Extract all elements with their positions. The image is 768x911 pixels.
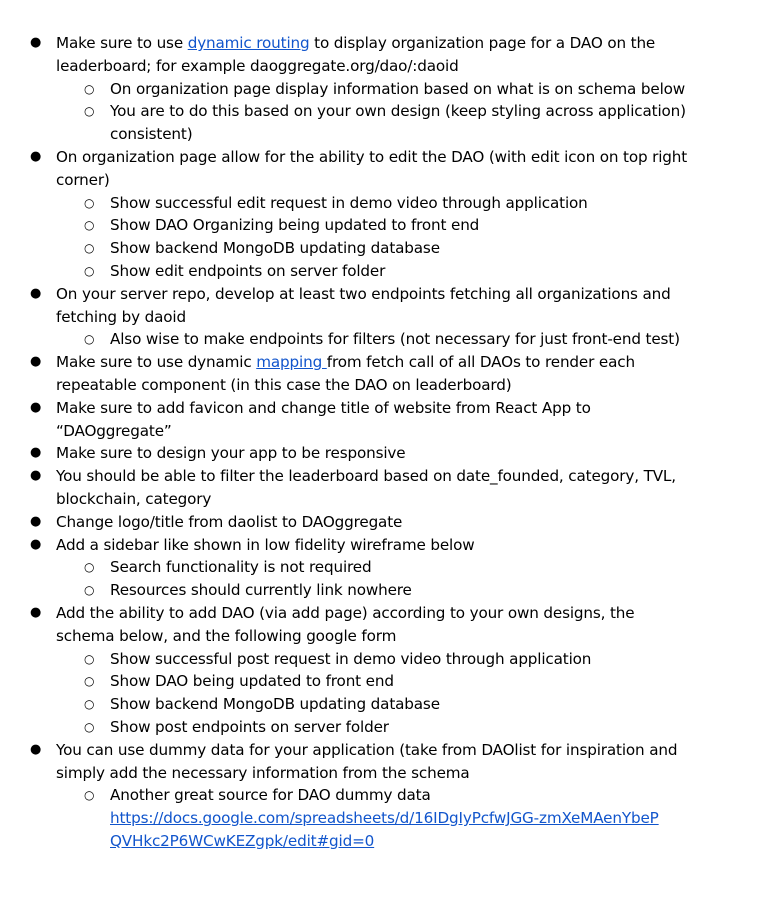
bullet-marker: ● bbox=[30, 604, 42, 620]
bullet-marker: ● bbox=[30, 513, 42, 529]
mapping-link[interactable]: mapping bbox=[256, 353, 327, 372]
bullet-marker: ○ bbox=[84, 81, 95, 96]
dynamic-routing-link[interactable]: dynamic routing bbox=[187, 34, 310, 52]
bullet-marker: ○ bbox=[84, 263, 95, 278]
item-text: You should be able to filter the leaderboard based on date_founded, category, TVL, blockchain, category bbox=[56, 467, 676, 508]
bullet-marker: ● bbox=[30, 536, 42, 552]
bullet-marker: ○ bbox=[84, 674, 95, 689]
bullet-marker: ○ bbox=[84, 583, 95, 598]
sub-list-item bbox=[0, 260, 696, 283]
sub-list-item bbox=[0, 693, 696, 716]
bullet-marker: ○ bbox=[84, 788, 95, 803]
item-text: Show successful post request in demo video through application bbox=[110, 649, 592, 668]
sub-list-item bbox=[0, 328, 696, 351]
item-text: Also wise to make endpoints for filters (not necessary for just front-end test) bbox=[110, 330, 680, 349]
bullet-marker: ○ bbox=[84, 241, 95, 256]
sub-list-item bbox=[0, 648, 696, 671]
item-text: Show successful edit request in demo video through application bbox=[110, 193, 588, 212]
sub-list-item bbox=[0, 214, 696, 237]
spreadsheet-link-line-1: https://docs.google.com/spreadsheets/d/16IDgIyPcfwJGG-zmXeMAenYbeP bbox=[110, 809, 659, 828]
sub-list-item bbox=[0, 784, 696, 852]
item-text: Resources should currently link nowhere bbox=[110, 581, 412, 600]
sub-list-item bbox=[0, 237, 696, 260]
bullet-marker: ● bbox=[30, 354, 42, 370]
list-item bbox=[0, 146, 696, 192]
item-text: Search functionality is not required bbox=[110, 558, 372, 577]
list-item bbox=[0, 283, 696, 329]
bullet-marker: ○ bbox=[84, 332, 95, 347]
sub-list-item bbox=[0, 556, 696, 579]
item-text: Make sure to add favicon and change title of website from React App to “DAOggregate” bbox=[56, 398, 591, 440]
list-item bbox=[0, 534, 696, 557]
item-text: Change logo/title from daolist to DAOggregate bbox=[56, 512, 403, 531]
spreadsheet-link[interactable] bbox=[110, 809, 659, 850]
sub-list-item bbox=[0, 670, 696, 693]
list-item bbox=[0, 511, 696, 534]
bullet-marker: ● bbox=[30, 445, 42, 461]
item-text: Add the ability to add DAO (via add page) according to your own designs, the schema below, and the following google form bbox=[56, 603, 635, 645]
bullet-marker: ○ bbox=[84, 195, 95, 210]
sub-list-item bbox=[0, 78, 696, 101]
item-text: On organization page display information based on what is on schema below bbox=[110, 79, 686, 98]
item-text: On organization page allow for the ability to edit the DAO (with edit icon on top right corner) bbox=[56, 147, 688, 189]
sub-list-item bbox=[0, 100, 696, 146]
sub-list-item bbox=[0, 579, 696, 602]
sub-list-item bbox=[0, 716, 696, 739]
bullet-marker: ○ bbox=[84, 651, 95, 666]
bullet-marker: ● bbox=[30, 468, 42, 484]
item-text: You can use dummy data for your application (take from DAOlist for inspiration and simply add the necessary information from the schema bbox=[56, 740, 678, 782]
item-text: On your server repo, develop at least two endpoints fetching all organizations and fetching by daoid bbox=[56, 284, 671, 326]
item-text: Show edit endpoints on server folder bbox=[110, 261, 386, 280]
list-item bbox=[0, 442, 696, 465]
item-text: Make sure to use dynamic bbox=[56, 353, 257, 372]
sub-list-item bbox=[0, 192, 696, 215]
item-text: to display organization page for a DAO on the leaderboard; for example daoggregate.org/dao/:daoid bbox=[56, 34, 656, 75]
bullet-marker: ○ bbox=[84, 560, 95, 575]
item-text: Show backend MongoDB updating database bbox=[110, 695, 440, 714]
bullet-marker: ● bbox=[30, 35, 42, 50]
item-text: Show DAO being updated to front end bbox=[110, 672, 394, 691]
item-text: from fetch call of all DAOs to render each repeatable component (in this case the DAO on leaderboard) bbox=[56, 353, 635, 394]
list-item bbox=[0, 397, 696, 443]
spreadsheet-link-line-2: QVHkc2P6WCwKEZgpk/edit#gid=0 bbox=[110, 831, 375, 850]
list-item bbox=[0, 739, 696, 785]
bullet-marker: ○ bbox=[84, 697, 95, 712]
bullet-marker: ○ bbox=[84, 218, 95, 233]
item-text: Add a sidebar like shown in low fidelity wireframe below bbox=[56, 535, 475, 554]
item-text: Make sure to use bbox=[56, 34, 188, 52]
item-text: You are to do this based on your own design (keep styling across application) consistent) bbox=[110, 102, 686, 144]
bullet-marker: ○ bbox=[84, 104, 95, 119]
item-text: Another great source for DAO dummy data bbox=[110, 786, 431, 805]
item-text: Show DAO Organizing being updated to front end bbox=[110, 216, 480, 235]
bullet-marker: ● bbox=[30, 741, 42, 757]
bullet-marker: ● bbox=[30, 399, 42, 415]
bullet-marker: ● bbox=[30, 148, 42, 164]
bullet-marker: ● bbox=[30, 285, 42, 301]
list-item bbox=[0, 351, 696, 397]
list-item bbox=[0, 602, 696, 648]
bullet-marker: ○ bbox=[84, 719, 95, 734]
item-text: Show backend MongoDB updating database bbox=[110, 239, 440, 258]
list-item bbox=[0, 465, 696, 511]
item-text: Make sure to design your app to be responsive bbox=[56, 444, 406, 463]
list-item bbox=[0, 32, 696, 78]
item-text: Show post endpoints on server folder bbox=[110, 717, 389, 736]
